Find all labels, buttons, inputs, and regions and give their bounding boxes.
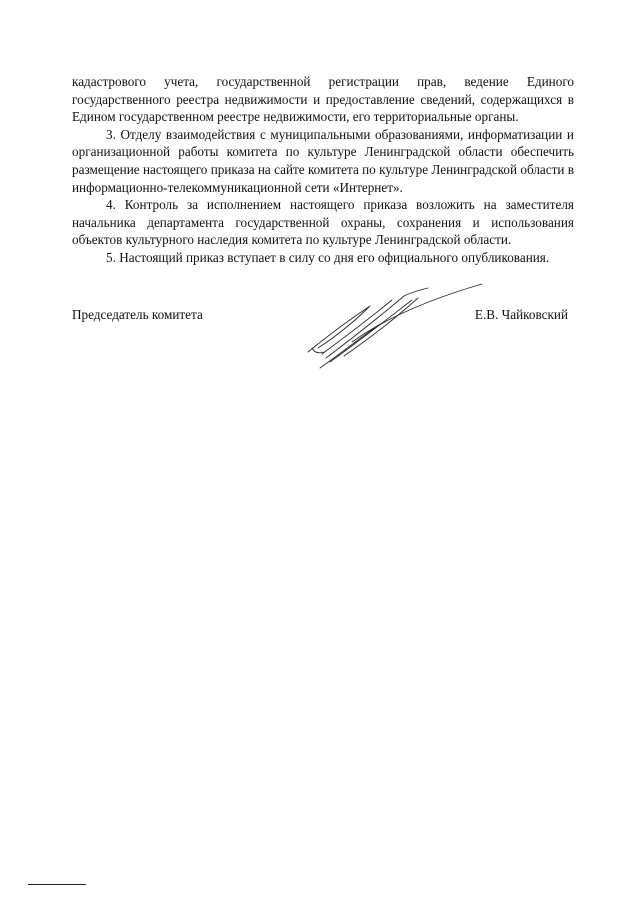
signatory-position: Председатель комитета [72,307,203,322]
handwritten-signature [300,282,490,372]
paragraph-item-3: 3. Отделу взаимодействия с муниципальными образованиями, информатизации и организационной работы комитета по культуре Ленинградской области обеспечить размещение настоящего приказа на сайте комитета по культуре Ленинградской области в информационно-телекоммуникационной сети «Интернет». [72,126,574,195]
paragraph-continuation: кадастрового учета, государственной регистрации прав, ведение Единого государственного реестра недвижимости и предоставление сведений, содержащихся в Едином государственном реестре недвижимости, его территориальные органы. [72,74,574,125]
document-body [72,73,574,267]
footnote-divider [28,884,86,885]
signatory-name: Е.В. Чайковский [474,307,568,322]
paragraph-item-4: 4. Контроль за исполнением настоящего приказа возложить на заместителя начальника департамента государственной охраны, сохранения и использования объектов культурного наследия комитета по культуре Ленинградской области. [72,197,574,248]
paragraph-item-5: 5. Настоящий приказ вступает в силу со дня его официального опубликования. [106,249,550,265]
